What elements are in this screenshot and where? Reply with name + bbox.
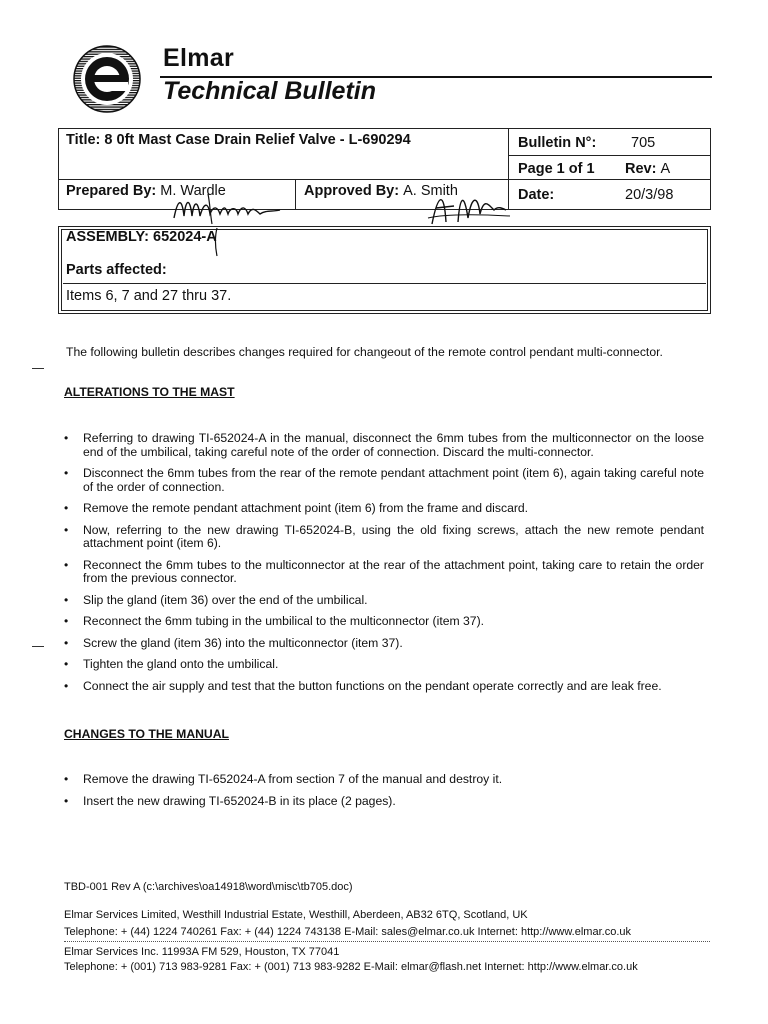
section-alterations-heading: ALTERATIONS TO THE MAST bbox=[64, 385, 235, 399]
parts-affected-label: Parts affected: bbox=[66, 262, 167, 278]
date-value: 20/3/98 bbox=[625, 187, 674, 203]
date-label: Date: bbox=[518, 187, 555, 203]
bulletin-heading: Technical Bulletin bbox=[163, 77, 377, 105]
brand-name: Elmar bbox=[163, 44, 234, 72]
bulletin-number-label: Bulletin N°: bbox=[518, 135, 597, 151]
list-item: • Now, referring to the new drawing TI-652024-B, using the old fixing screws, attach the new remote pendant attachment point (item 6). bbox=[64, 524, 704, 551]
list-item: • Remove the drawing TI-652024-A from section 7 of the manual and destroy it. bbox=[64, 773, 704, 787]
approved-signature bbox=[424, 184, 514, 228]
rev-label: Rev: bbox=[625, 161, 657, 177]
list-item: • Slip the gland (item 36) over the end of the umbilical. bbox=[64, 594, 704, 608]
alterations-list bbox=[64, 432, 704, 701]
assembly-label: ASSEMBLY: 652024-A bbox=[66, 229, 217, 245]
list-item: • Connect the air supply and test that the button functions on the pendant operate correctly and are leak free. bbox=[64, 680, 704, 694]
list-item: • Remove the remote pendant attachment point (item 6) from the frame and discard. bbox=[64, 502, 704, 516]
rev-field bbox=[625, 161, 670, 177]
title-label: Title: bbox=[66, 132, 101, 148]
prepared-label: Prepared By: bbox=[66, 183, 157, 199]
list-item: • Reconnect the 6mm tubing in the umbilical to the multiconnector (item 37). bbox=[64, 615, 704, 629]
prepared-value: M. Wardle bbox=[160, 183, 226, 199]
uk-contact: Telephone: + (44) 1224 740261 Fax: + (44) 1224 743138 E-Mail: sales@elmar.co.uk Internet: http://www.elmar.co.uk bbox=[64, 926, 631, 938]
header-table bbox=[58, 128, 711, 210]
items-separator bbox=[63, 283, 706, 284]
list-item: • Disconnect the 6mm tubes from the rear of the remote pendant attachment point (item 6), again taking careful note of the order of connection. bbox=[64, 467, 704, 494]
title-field bbox=[66, 132, 411, 148]
prepared-signature bbox=[168, 190, 298, 226]
list-item: • Insert the new drawing TI-652024-B in its place (2 pages). bbox=[64, 795, 704, 809]
section-manual-heading: CHANGES TO THE MANUAL bbox=[64, 727, 229, 741]
footer-divider bbox=[64, 941, 710, 942]
list-item: • Reconnect the 6mm tubes to the multiconnector at the rear of the attachment point, taking care to retain the order from the previous connector. bbox=[64, 559, 704, 586]
document-reference: TBD-001 Rev A (c:\archives\oa14918\word\misc\tb705.doc) bbox=[64, 881, 353, 893]
intro-text: The following bulletin describes changes required for changeout of the remote control pendant multi-connector. bbox=[66, 345, 663, 359]
list-item: • Screw the gland (item 36) into the multiconnector (item 37). bbox=[64, 637, 704, 651]
approved-label: Approved By: bbox=[304, 183, 400, 199]
parts-affected-items: Items 6, 7 and 27 thru 37. bbox=[66, 288, 232, 304]
rev-value: A bbox=[660, 161, 671, 177]
list-item: • Tighten the gland onto the umbilical. bbox=[64, 658, 704, 672]
approved-value: A. Smith bbox=[403, 183, 458, 199]
us-address: Elmar Services Inc. 11993A FM 529, Houston, TX 77041 bbox=[64, 946, 340, 958]
manual-changes-list bbox=[64, 773, 704, 816]
page-label: Page 1 of 1 bbox=[518, 161, 595, 177]
margin-mark bbox=[32, 368, 44, 369]
list-item: • Referring to drawing TI-652024-A in the manual, disconnect the 6mm tubes from the multiconnector on the loose end of the umbilical, taking careful note of the order of connection. Discard the multi-connector. bbox=[64, 432, 704, 459]
uk-address: Elmar Services Limited, Westhill Industrial Estate, Westhill, Aberdeen, AB32 6TQ, Scotland, UK bbox=[64, 909, 528, 921]
bulletin-number-value: 705 bbox=[631, 135, 656, 151]
title-value: 8 0ft Mast Case Drain Relief Valve - L-690294 bbox=[104, 132, 411, 148]
assembly-annotation-mark bbox=[209, 226, 223, 258]
elmar-logo-icon bbox=[72, 44, 142, 114]
us-contact: Telephone: + (001) 713 983-9281 Fax: + (001) 713 983-9282 E-Mail: elmar@flash.net Internet: http://www.elmar.co.uk bbox=[64, 961, 638, 973]
assembly-box bbox=[58, 226, 711, 314]
margin-mark bbox=[32, 646, 44, 647]
